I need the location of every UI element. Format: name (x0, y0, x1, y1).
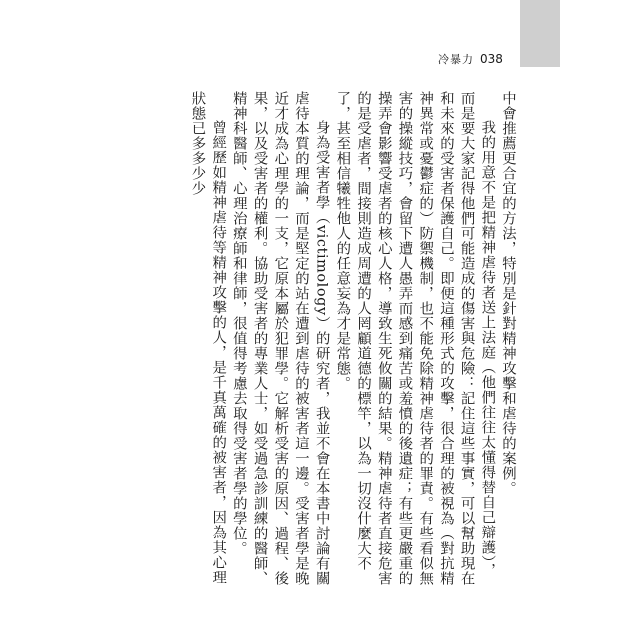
paragraph-continued: 中會推薦更合宜的方法，特別是針對精神攻擊和虐待的案例。 (500, 91, 516, 496)
running-header (438, 51, 503, 69)
book-title: 冷暴力 (438, 53, 474, 66)
paragraph: 身為受害者學（victimology）的研究者，我並不會在本書中討論有關虐待本質的理論，而是堅定的站在遭到虐待的被害者這一邊。受害者學是晚近才成為心理學的一支，它原本屬於犯罪學。它解析受害的原因、過程、後果，以及受害者的權利。協助受害者的專業人士，如受過急診訓練的醫師、精神科醫師、心理治療師和律師，很值得考慮去取得受害者學的學位。 (230, 91, 330, 586)
paragraph: 曾經歷如精神虐待等精神攻擊的人，是千真萬確的被害者，因為其心理狀態已多多少少 (189, 91, 227, 585)
page-number: 038 (480, 52, 503, 66)
page-edge-tab (520, 0, 560, 67)
vertical-text-body (145, 91, 518, 591)
paragraph: 我的用意不是把精神虐待者送上法庭（他們往往太懂得替自己辯護），而是要大家記得他們可能造成的傷害與危險：記住這些事實，可以幫助現在和未來的受害者保護自己。即便這種形式的攻擊，很合理的被視為（對抗精神異常或憂鬱症的）防禦機制，也不能免除精神虐待者的罪責。有些看似無害的操縱技巧，會留下遭人愚弄而感到痛苦或羞憤的後遺症；有些更嚴重的操弄會影響受虐者的核心人格，導致生死攸關的結果。精神虐待者直接危害的是受虐者，間接則造成周遭的人罔顧道德的標竿，以為一切沒什麼大不了，甚至相信犧牲他人的任意妄為才是常態。 (334, 91, 496, 586)
